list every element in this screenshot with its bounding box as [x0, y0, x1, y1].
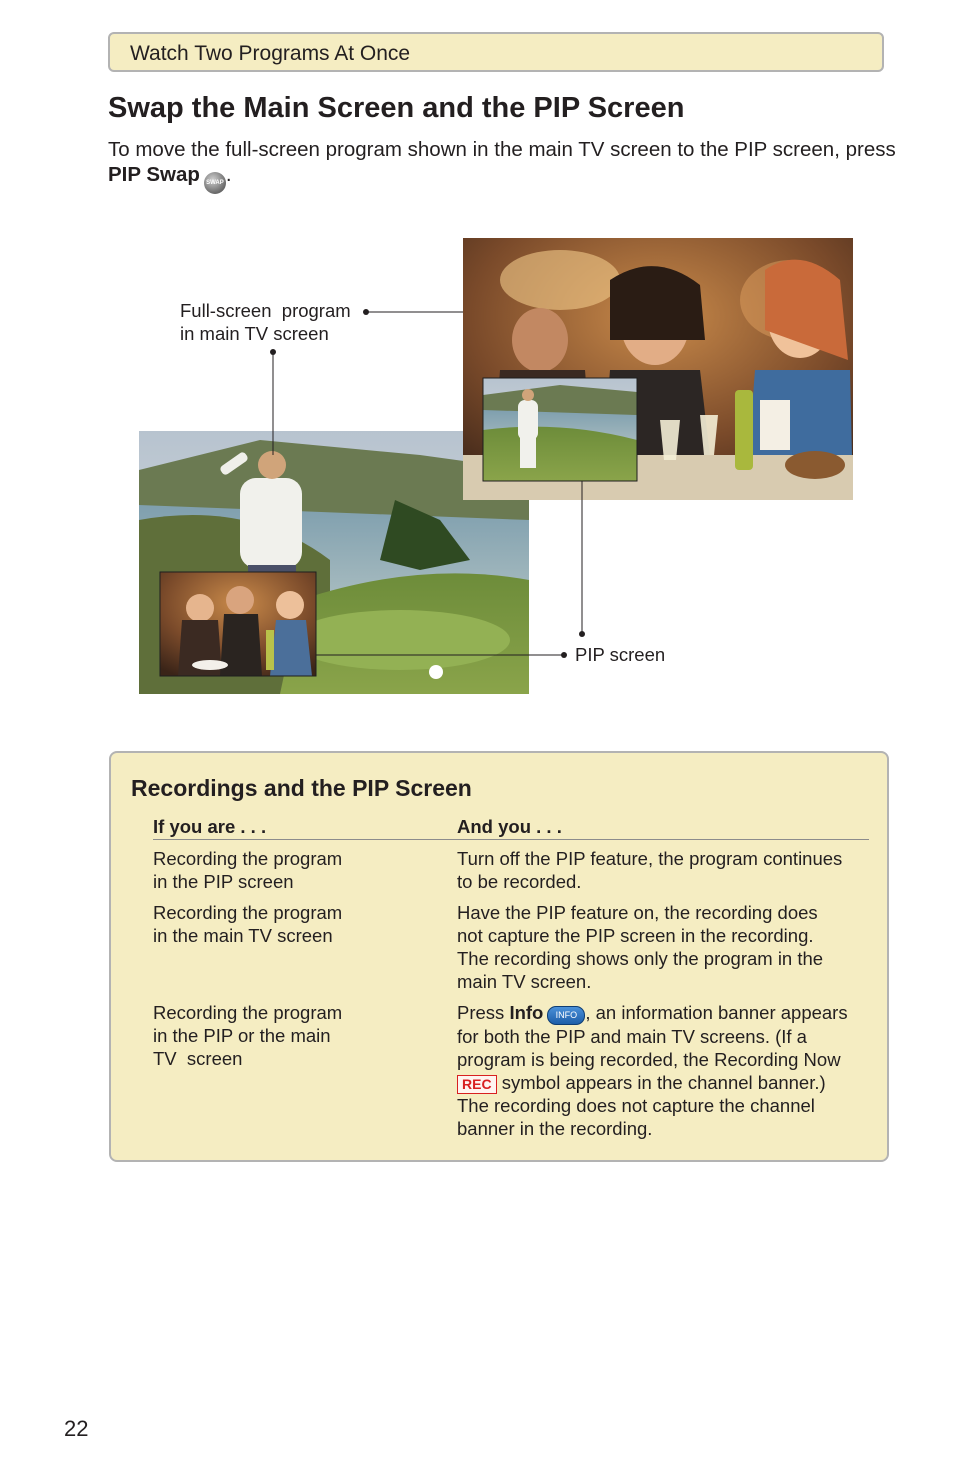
- callout-main-line1: Full-screen program: [180, 300, 351, 321]
- callout-dot: [579, 631, 585, 637]
- callout-pip-screen: PIP screen: [575, 644, 666, 665]
- cell-line: TV screen: [153, 1048, 243, 1069]
- cell-line: for both the PIP and main TV screens. (If a: [457, 1026, 807, 1047]
- cell-line: Have the PIP feature on, the recording does: [457, 902, 818, 923]
- press-text: Press: [457, 1002, 510, 1023]
- cell-line: Recording the program: [153, 902, 343, 923]
- cell-line: in the main TV screen: [153, 925, 333, 946]
- cell-line: The recording shows only the program in the: [457, 948, 824, 969]
- pip-inset-dining-image: [160, 572, 316, 676]
- info-label: Info: [509, 1002, 544, 1023]
- cell-line: [457, 1071, 848, 1094]
- cell-text: , an information banner appears: [585, 1002, 848, 1023]
- cell-line: in the PIP screen: [153, 871, 294, 892]
- cell-line: in the PIP or the main: [153, 1025, 331, 1046]
- cell-line: Turn off the PIP feature, the program continues: [457, 848, 843, 869]
- recordings-panel: [109, 751, 889, 1162]
- cell-line: program is being recorded, the Recording Now: [457, 1049, 841, 1070]
- cell-line: Recording the program: [153, 848, 343, 869]
- cell-text: symbol appears in the channel banner.): [496, 1072, 826, 1093]
- header-divider: [153, 839, 869, 840]
- pip-swap-label: PIP Swap: [108, 163, 200, 186]
- page-title: Swap the Main Screen and the PIP Screen: [108, 92, 685, 124]
- callout-dot: [270, 349, 276, 355]
- cell-line: [457, 1001, 848, 1025]
- callout-dot: [363, 309, 369, 315]
- table-row-3-if: [153, 1001, 342, 1070]
- cell-line: banner in the recording.: [457, 1118, 653, 1139]
- table-row-3-and: [457, 1001, 848, 1140]
- cell-line: to be recorded.: [457, 871, 582, 892]
- table-row-1-if: [153, 847, 342, 893]
- cell-line: Recording the program: [153, 1002, 343, 1023]
- page-number: 22: [64, 1416, 89, 1441]
- cell-line: The recording does not capture the channel: [457, 1095, 815, 1116]
- callout-dot: [561, 652, 567, 658]
- rec-badge: REC: [457, 1075, 497, 1094]
- callout-main-screen: [180, 299, 351, 345]
- table-row-1-and: [457, 847, 842, 893]
- swap-button-icon: SWAP: [204, 172, 226, 194]
- column-header-if: If you are . . .: [153, 816, 267, 837]
- column-header-and: And you . . .: [457, 816, 562, 837]
- cell-line: main TV screen.: [457, 971, 592, 992]
- callout-main-line2: in main TV screen: [180, 323, 329, 344]
- table-row-2-if: [153, 901, 342, 947]
- intro-end: .: [225, 163, 232, 186]
- intro-text: To move the full-screen program shown in the main TV screen to the PIP screen, press: [108, 138, 896, 161]
- recordings-title: Recordings and the PIP Screen: [131, 775, 472, 801]
- info-button-icon: INFO: [547, 1006, 585, 1025]
- pip-inset-golf-image: [483, 378, 637, 481]
- cell-line: not capture the PIP screen in the recording.: [457, 925, 814, 946]
- table-row-2-and: [457, 901, 823, 993]
- section-title: Watch Two Programs At Once: [130, 42, 411, 65]
